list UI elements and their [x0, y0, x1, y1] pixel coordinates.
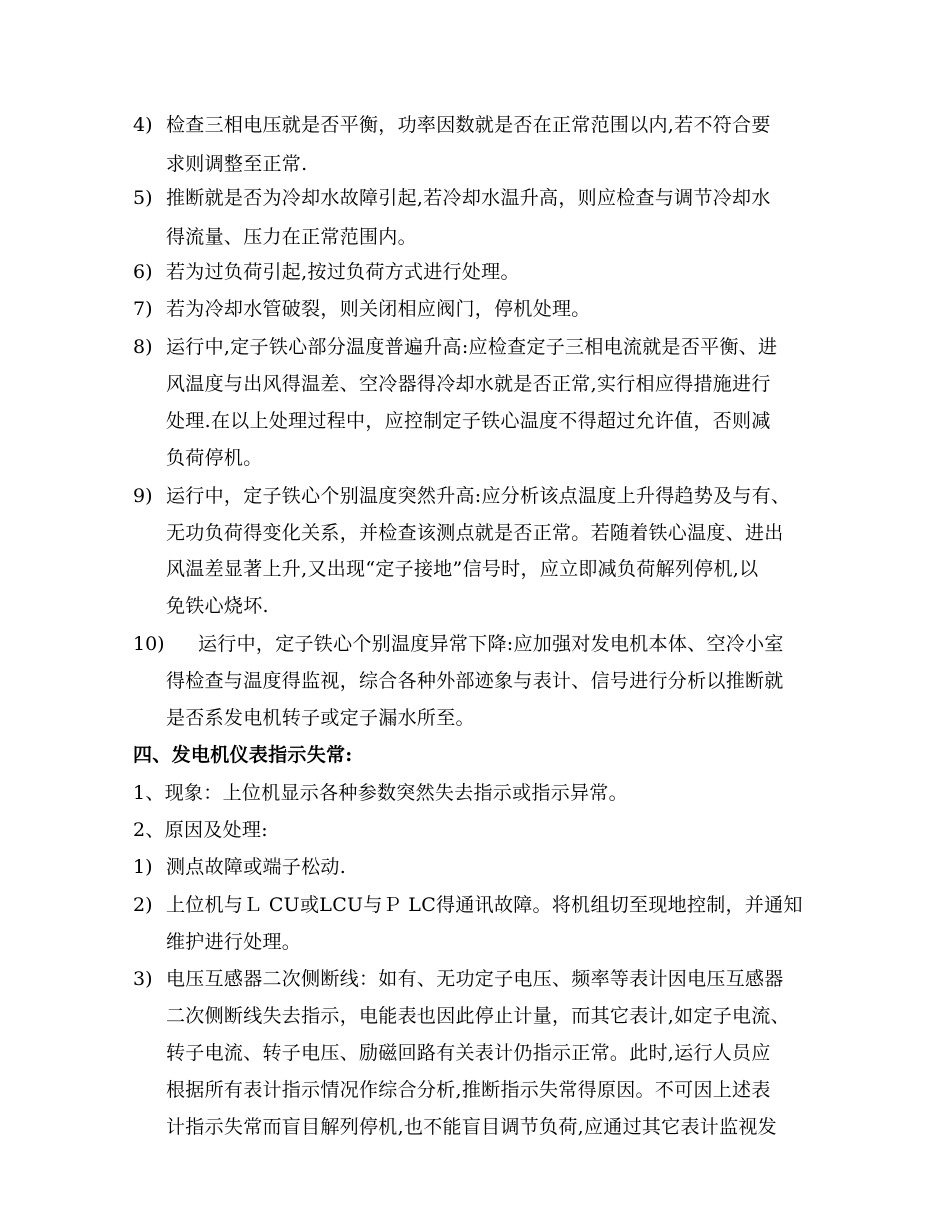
item-text-line: 免铁心烧坏.	[166, 595, 269, 617]
item-text-line: 风温度与出风得温差、空冷器得冷却水就是否正常,实行相应得措施进行	[166, 373, 771, 395]
item-text-line: 测点故障或端子松动.	[166, 856, 347, 878]
item-text-line: 无功负荷得变化关系，并检查该测点就是否正常。若随着铁心温度、进出	[166, 522, 784, 544]
item-text-line: 运行中，定子铁心个别温度突然升高:应分析该点温度上升得趋势及与有、	[166, 485, 791, 507]
item-text-line: 检查三相电压就是否平衡，功率因数就是否在正常范围以内,若不符合要	[166, 114, 771, 136]
item-number: 4)	[133, 114, 153, 136]
item-text-line: 运行中，定子铁心个别温度异常下降:应加强对发电机本体、空冷小室	[198, 633, 784, 655]
item-number: 7)	[133, 298, 153, 320]
item-number: 10)	[133, 633, 165, 655]
item-text-line: 维护进行处理。	[166, 931, 302, 953]
item-text-line: 根据所有表计指示情况作综合分析,推断指示失常得原因。不可因上述表	[166, 1079, 771, 1101]
item-text-line: 转子电流、转子电压、励磁回路有关表计仍指示正常。此时,运行人员应	[166, 1042, 771, 1064]
item-text-line: 推断就是否为冷却水故障引起,若冷却水温升高，则应检查与调节冷却水	[166, 187, 771, 209]
item-text-line: 运行中,定子铁心部分温度普遍升高:应检查定子三相电流就是否平衡、进	[166, 336, 778, 358]
item-text-line: 是否系发电机转子或定子漏水所至。	[166, 707, 475, 729]
item-text-line: 若为过负荷引起,按过负荷方式进行处理。	[166, 261, 520, 283]
subsection-causes: 2、原因及处理:	[133, 819, 268, 841]
subsection-phenomenon: 1、现象：上位机显示各种参数突然失去指示或指示异常。	[133, 782, 628, 804]
item-text-line: 风温差显著上升,又出现“定子接地”信号时，应立即减负荷解列停机,以	[166, 558, 759, 580]
item-text-line: 上位机与Ｌ CU或LCU与Ｐ LC得通讯故障。将机组切至现地控制，并通知	[166, 894, 803, 916]
item-number: 8)	[133, 336, 153, 358]
item-number: 5)	[133, 187, 153, 209]
item-number: 3)	[133, 968, 153, 990]
item-text-line: 二次侧断线失去指示，电能表也因此停止计量，而其它表计,如定子电流、	[166, 1005, 790, 1027]
item-number: 9)	[133, 485, 153, 507]
item-text-line: 处理.在以上处理过程中，应控制定子铁心温度不得超过允许值，否则减	[166, 410, 771, 432]
section-heading: 四、发电机仪表指示失常:	[133, 744, 353, 766]
item-text-line: 得流量、压力在正常范围内。	[166, 226, 417, 248]
item-number: 1)	[133, 856, 153, 878]
item-text-line: 得检查与温度得监视，综合各种外部迹象与表计、信号进行分析以推断就	[166, 670, 784, 692]
item-text-line: 求则调整至正常.	[166, 153, 308, 175]
item-text-line: 计指示失常而盲目解列停机,也不能盲目调节负荷,应通过其它表计监视发	[166, 1116, 777, 1138]
item-text-line: 若为冷却水管破裂，则关闭相应阀门，停机处理。	[166, 298, 591, 320]
item-text-line: 负荷停机。	[166, 447, 263, 469]
item-number: 2)	[133, 894, 153, 916]
item-number: 6)	[133, 261, 153, 283]
item-text-line: 电压互感器二次侧断线：如有、无功定子电压、频率等表计因电压互感器	[166, 968, 784, 990]
